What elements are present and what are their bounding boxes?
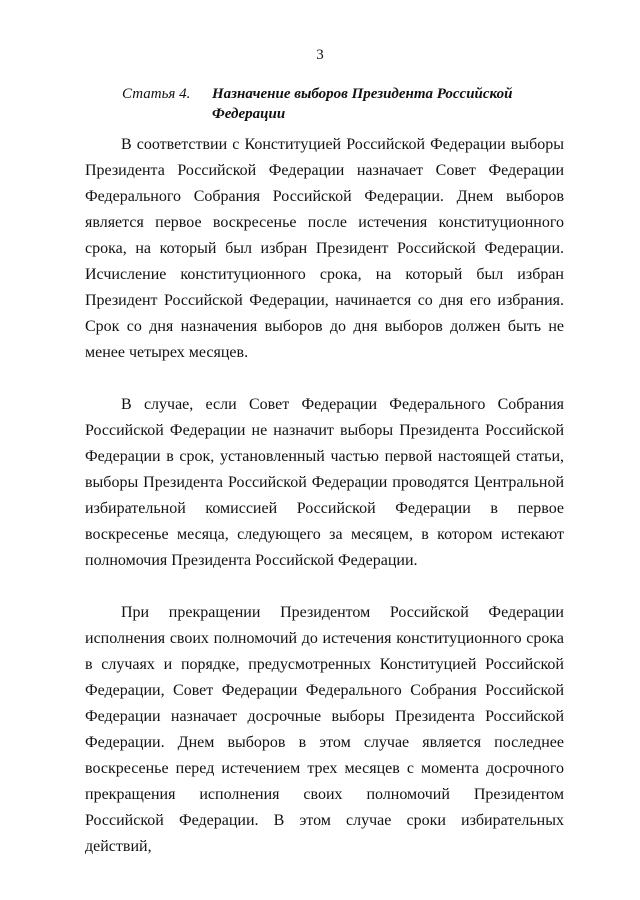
paragraph-1: В соответствии с Конституцией Российской Федерации выборы Президента Российской Федерации назначает Совет Федерации Федерального Собрания Российской Федерации. Днем выборов является первое воскресенье после истечения конституционного срока, на который был избран Президент Российской Федерации. Исчисление конституционного срока, на который был избран Президент Российской Федерации, начинается со дня его избрания. Срок со дня назначения выборов до дня выборов должен быть не менее четырех месяцев. [85, 136, 564, 361]
paragraph-3: При прекращении Президентом Российской Федерации исполнения своих полномочий до истечения конституционного срока в случаях и порядке, предусмотренных Конституцией Российской Федерации, Совет Федерации Федерального Собрания Российской Федерации назначает досрочные выборы Президента Российской Федерации. Днем выборов в этом случае является последнее воскресенье перед истечением трех месяцев с момента досрочного прекращения исполнения своих полномочий Президентом Российской Федерации. В этом случае сроки избирательных действий, [85, 604, 564, 855]
article-body [85, 132, 564, 860]
article-label: Статья 4. [122, 86, 191, 102]
page-number: 3 [316, 47, 324, 63]
paragraph-2: В случае, если Совет Федерации Федерального Собрания Российской Федерации не назначит выборы Президента Российской Федерации в срок, установленный частью первой настоящей статьи, выборы Президента Российской Федерации проводятся Центральной избирательной комиссией Российской Федерации в первое воскресенье месяца, следующего за месяцем, в котором истекают полномочия Президента Российской Федерации. [85, 396, 564, 569]
article-title: Назначение выборов Президента Российской Федерации [212, 86, 513, 122]
